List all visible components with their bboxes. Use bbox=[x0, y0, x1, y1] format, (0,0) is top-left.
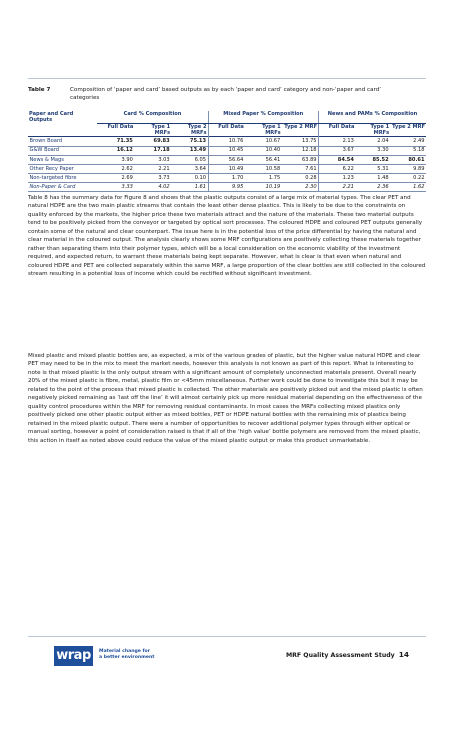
body-paragraph-2: Mixed plastic and mixed plastic bottles are, as expected, a mix of the various grades of plastic, but the higher value natural HDPE and clear PET may need to be in the mix to meet the market needs, however this analysis is not known as part of this report. What is interesting to note is that mixed plastic is the only output stream with a significant amount of completely unconnected materials present. Overall nearly 20% of the mixed plastic is fibre, metal, plastic film or <45mm miscellaneous. Further work could be done to investigate this but it may be related to the point of the process that mixed plastic is collected. The other materials are positively picked out and the mixed plastic is often negatively picked remaining as ‘last off the line’ it will almost certainly pick up more residual material depending on the effectiveness of the quality control procedures within the MRF for removing residual contaminants. In most cases the MRFs collecting mixed plastics only positively picked one other plastic output either as mixed bottles, PET or HDPE natural bottles with the remaining mix of plastics being retained in the mixed plastic output. There were a number of opportunities to recover additional polymer types through either optical or manual sorting, however a point of consideration raised is that if all of the ‘high value’ bottle polymers are removed from the mixed plastic, this action in itself as noted above could reduce the value of the mixed plastic output or make this product unmarketable. bbox=[28, 353, 423, 444]
sub-header: Type 2 MRF bbox=[284, 123, 318, 130]
row-header: Paper and Card Outputs bbox=[29, 111, 74, 124]
sub-header: Full Data bbox=[107, 123, 134, 130]
cell: 6.05 bbox=[194, 156, 207, 163]
table-row bbox=[28, 164, 426, 173]
cell: 3.30 bbox=[377, 147, 389, 154]
cell: 1.23 bbox=[319, 174, 356, 183]
cell: 1.75 bbox=[268, 175, 281, 182]
sub-header: Type 1 MRFs bbox=[262, 123, 281, 137]
cell: 4.02 bbox=[158, 184, 170, 191]
cell: 69.83 bbox=[153, 138, 170, 145]
cell: 63.89 bbox=[301, 156, 317, 163]
cell: 80.61 bbox=[408, 156, 425, 163]
table-row bbox=[28, 155, 426, 164]
cell: 13.49 bbox=[189, 147, 207, 154]
cell: 1.48 bbox=[377, 175, 389, 182]
row-label: G&W Board bbox=[29, 147, 60, 154]
cell: 9.89 bbox=[413, 165, 425, 172]
cell: 85.52 bbox=[372, 156, 389, 163]
cell: 7.61 bbox=[305, 165, 317, 172]
cell: 2.30 bbox=[305, 184, 317, 191]
page-number: 14 bbox=[398, 650, 409, 659]
row-label: News & Mags bbox=[29, 156, 64, 163]
cell: 1.70 bbox=[208, 174, 245, 183]
cell: 16.12 bbox=[116, 147, 133, 154]
cell: 2.13 bbox=[319, 137, 356, 146]
tagline-line-2: a better environment bbox=[99, 654, 155, 660]
table-number: Table 7 bbox=[28, 87, 51, 93]
cell: 75.13 bbox=[189, 138, 207, 145]
cell: 0.28 bbox=[305, 175, 317, 182]
cell: 3.03 bbox=[158, 156, 170, 163]
group-header-card: Card % Composition bbox=[97, 111, 208, 123]
table-row bbox=[28, 174, 426, 183]
cell: 13.75 bbox=[301, 138, 317, 145]
sub-header: Type 1 MRFs bbox=[151, 123, 171, 137]
cell: 1.61 bbox=[194, 184, 207, 191]
cell: 2.21 bbox=[319, 183, 356, 192]
tagline-line-1: Material change for bbox=[99, 649, 150, 654]
cell: 3.67 bbox=[319, 146, 356, 155]
footer-title bbox=[286, 650, 409, 659]
cell: 2.36 bbox=[377, 184, 389, 191]
sub-header: Type 1 MRFs bbox=[370, 123, 390, 137]
cell: 3.73 bbox=[158, 175, 170, 182]
cell: 10.45 bbox=[208, 146, 245, 155]
composition-table bbox=[28, 111, 426, 192]
cell: 17.18 bbox=[153, 147, 170, 154]
row-label: Non-targeted fibre bbox=[29, 175, 77, 182]
cell: 2.49 bbox=[413, 138, 425, 145]
sub-header: Type 2 MRF bbox=[392, 123, 425, 130]
cell: 84.54 bbox=[319, 155, 356, 164]
cell: 6.22 bbox=[319, 164, 356, 173]
row-label: Other Recy Paper bbox=[29, 165, 74, 172]
cell: 71.35 bbox=[116, 138, 133, 145]
cell: 56.41 bbox=[265, 156, 281, 163]
cell: 5.31 bbox=[377, 165, 389, 172]
cell: 2.69 bbox=[121, 175, 133, 182]
wrap-logo: wrap bbox=[54, 646, 93, 666]
cell: 0.22 bbox=[413, 175, 425, 182]
cell: 12.18 bbox=[301, 147, 317, 154]
cell: 10.76 bbox=[208, 137, 245, 146]
cell: 10.58 bbox=[265, 165, 281, 172]
report-title: MRF Quality Assessment Study bbox=[286, 652, 395, 659]
cell: 0.10 bbox=[194, 175, 207, 182]
cell: 10.19 bbox=[265, 184, 281, 191]
sub-header: Full Data bbox=[208, 123, 245, 136]
footer-rule bbox=[28, 636, 426, 637]
sub-header: Full Data bbox=[319, 123, 356, 136]
cell: 3.33 bbox=[121, 184, 133, 191]
cell: 3.64 bbox=[194, 165, 207, 172]
sub-header: Type 2 MRFs bbox=[187, 123, 207, 137]
cell: 10.40 bbox=[265, 147, 281, 154]
row-label: Brown Board bbox=[29, 138, 63, 145]
table-row bbox=[28, 137, 426, 146]
cell: 10.67 bbox=[265, 138, 281, 145]
cell: 1.62 bbox=[413, 184, 425, 191]
row-label: Non-Paper & Card bbox=[29, 184, 76, 191]
body-paragraph-1: Table 8 has the summary data for Figure 8 and shows that the plastic outputs consist of a large mix of material types. The clear PET and natural HDPE are the two main plastic streams that contain the least other dense plastics. This is likely to be due to the constraints on quality enforced by the markets, the higher price these two materials attract and the nature of the materials. These two material outputs tend to be positively picked from the conveyor or targeted by optical sort processes. The coloured HDPE and coloured PET outputs generally contain some of the natural and clear counterpart. The issue here is in the potential loss of the price differential by having the natural and clear material in the coloured output. The analysis clearly shows some MRF configurations are positively collecting these materials together rather than separating them into their polymer types, which will be a local consideration on the economic viability of the investment required, and expected return, to warrant these materials being kept separate. However, what is clear is that even when natural and coloured HDPE and PET are collected separately within the same MRF, a large proportion of the clear bottles are still collected in the coloured stream resulting in a potential loss of income which could be rectified without significant investment. bbox=[28, 195, 426, 278]
group-header-news-pams: News and PAMs % Composition bbox=[319, 111, 426, 123]
group-header-mixed-paper: Mixed Paper % Composition bbox=[208, 111, 319, 123]
table-row bbox=[28, 146, 426, 155]
table-row bbox=[28, 183, 426, 192]
cell: 5.18 bbox=[413, 147, 425, 154]
cell: 3.90 bbox=[121, 156, 133, 163]
cell: 2.62 bbox=[121, 165, 133, 172]
cell: 10.49 bbox=[208, 164, 245, 173]
cell: 56.64 bbox=[208, 155, 245, 164]
top-rule bbox=[28, 78, 426, 79]
footer-tagline bbox=[99, 649, 155, 660]
table-caption-text: Composition of ‘paper and card’ based outputs as by each ‘paper and card’ category and non-‘paper and card’ categories bbox=[70, 87, 382, 101]
cell: 2.04 bbox=[377, 138, 389, 145]
cell: 9.95 bbox=[208, 183, 245, 192]
cell: 2.21 bbox=[158, 165, 170, 172]
